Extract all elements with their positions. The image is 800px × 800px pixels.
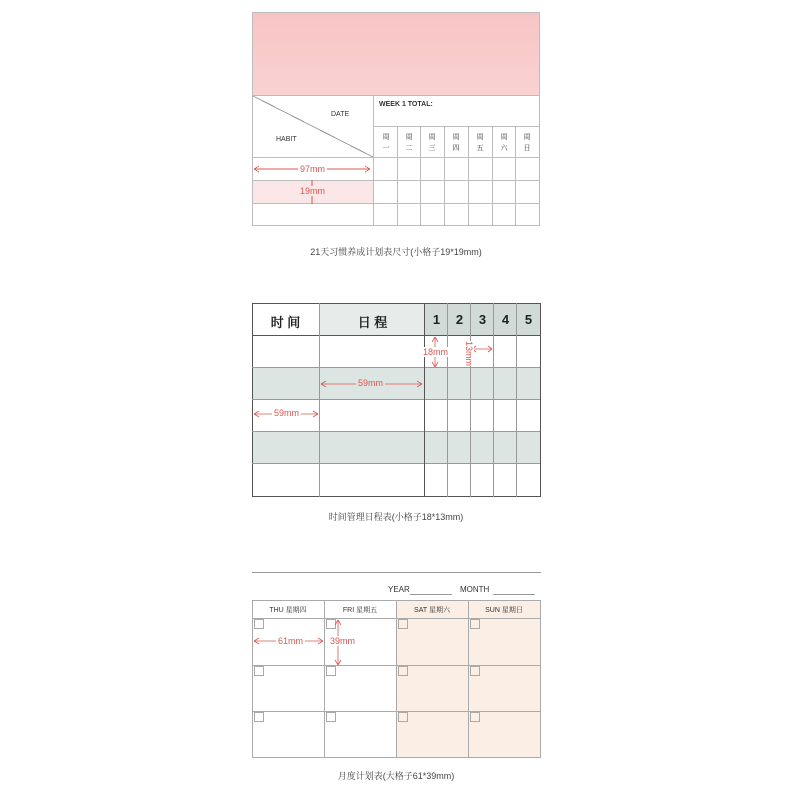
day-header-sat: 周 六 bbox=[500, 134, 508, 152]
day-header-fri: 周 五 bbox=[476, 134, 484, 152]
day-header-fri: FRI 星期五 bbox=[342, 607, 378, 614]
habit-label: HABIT bbox=[276, 136, 297, 143]
year-label: YEAR bbox=[388, 585, 410, 594]
cell-width-measure: 61mm bbox=[278, 636, 304, 646]
habit-caption: 21天习惯养成计划表尺寸(小格子19*19mm) bbox=[310, 247, 482, 257]
number-header-5: 5 bbox=[524, 312, 533, 327]
number-header-3: 3 bbox=[478, 312, 487, 327]
day-header-tue: 周 二 bbox=[405, 134, 413, 152]
week-total-label: WEEK 1 TOTAL: bbox=[379, 101, 433, 108]
cell-height-measure: 39mm bbox=[330, 636, 356, 646]
day-header-sun: 周 日 bbox=[523, 134, 531, 152]
number-header-1: 1 bbox=[432, 312, 441, 327]
day-header-mon: 周 一 bbox=[382, 134, 390, 152]
day-header-thu: THU 星期四 bbox=[269, 607, 307, 614]
date-label: DATE bbox=[331, 111, 350, 118]
monthly-caption: 月度计划表(大格子61*39mm) bbox=[337, 771, 455, 781]
habit-grid bbox=[252, 12, 540, 226]
schedule-grid bbox=[252, 303, 541, 497]
day-header-sat: SAT 星期六 bbox=[414, 607, 450, 614]
schedule-column-header: 日 程 bbox=[357, 315, 388, 330]
habit-tracker-table bbox=[252, 12, 540, 226]
month-label: MONTH bbox=[460, 585, 490, 594]
monthly-plan-table bbox=[252, 572, 541, 758]
number-header-4: 4 bbox=[501, 312, 510, 327]
time-width-measure: 59mm bbox=[274, 408, 300, 418]
width-measure-label: 97mm bbox=[300, 164, 326, 174]
height-measure-label: 19mm bbox=[300, 186, 326, 196]
day-header-sun: SUN 星期日 bbox=[485, 607, 523, 614]
day-header-wed: 周 三 bbox=[428, 134, 436, 152]
schedule-width-measure: 59mm bbox=[358, 378, 384, 388]
time-column-header: 时 间 bbox=[270, 315, 301, 330]
row-height-measure: 18mm bbox=[423, 347, 449, 357]
schedule-table bbox=[252, 303, 540, 496]
monthly-grid bbox=[252, 572, 542, 759]
schedule-caption: 时间管理日程表(小格子18*13mm) bbox=[328, 512, 464, 522]
col-width-measure: 13mm bbox=[464, 341, 474, 367]
day-header-thu: 周 四 bbox=[452, 134, 460, 152]
number-header-2: 2 bbox=[455, 312, 464, 327]
